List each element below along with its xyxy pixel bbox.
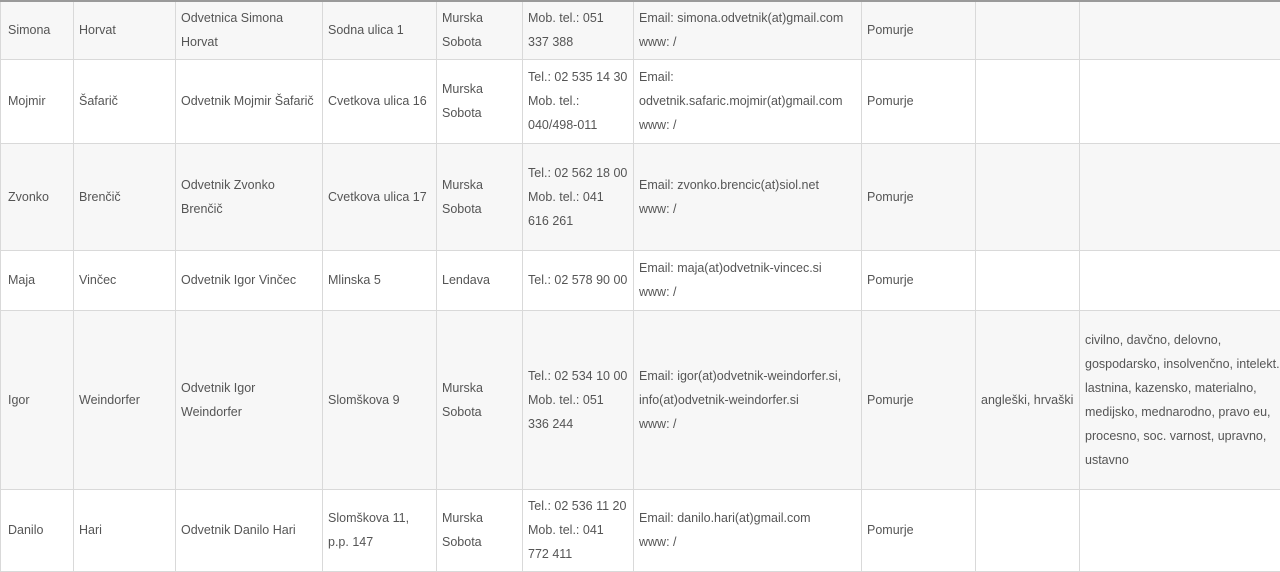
email-line: www: / (639, 35, 677, 50)
phone-line: Mob. tel.: 051 336 244 (528, 392, 604, 431)
table-row (1, 59, 1280, 143)
phone-cell (523, 59, 634, 143)
phone-line: Tel.: 02 578 90 00 (528, 273, 628, 287)
practice-areas-cell (1080, 143, 1280, 250)
email-line: Email: danilo.hari(at)gmail.com (639, 511, 811, 525)
region-cell: Pomurje (862, 250, 976, 310)
practice-areas-cell: civilno, davčno, delovno, gospodarsko, insolvenčno, intelekt. lastnina, kazensko, materialno, medijsko, mednarodno, pravo eu, procesno, soc. varnost, upravno, ustavno (1080, 310, 1280, 489)
city-cell: Lendava (437, 250, 523, 310)
region-cell: Pomurje (862, 1, 976, 59)
region-cell: Pomurje (862, 310, 976, 489)
last-name-cell: Šafarič (74, 59, 176, 143)
email-line: www: / (639, 285, 677, 299)
email-line: www: / (639, 416, 677, 431)
phone-line: Tel.: 02 535 14 30 (528, 70, 628, 84)
last-name-cell: Weindorfer (74, 310, 176, 489)
languages-cell (976, 59, 1080, 143)
city-cell: Murska Sobota (437, 143, 523, 250)
table-body (1, 1, 1280, 571)
email-line: www: / (639, 118, 677, 132)
office-cell: Odvetnik Igor Weindorfer (176, 310, 323, 489)
last-name-cell: Horvat (74, 1, 176, 59)
email-cell (634, 310, 862, 489)
first-name-cell: Maja (1, 250, 74, 310)
region-cell: Pomurje (862, 489, 976, 571)
phone-line: Mob. tel.: 051 337 388 (528, 11, 604, 50)
phone-line: Tel.: 02 534 10 00 (528, 368, 628, 383)
email-cell (634, 59, 862, 143)
languages-cell (976, 489, 1080, 571)
table-row (1, 250, 1280, 310)
last-name-cell: Brenčič (74, 143, 176, 250)
email-cell (634, 1, 862, 59)
phone-line: Mob. tel.: 040/498-011 (528, 94, 598, 132)
street-cell: Sodna ulica 1 (323, 1, 437, 59)
street-cell: Mlinska 5 (323, 250, 437, 310)
email-line: info(at)odvetnik-weindorfer.si (639, 392, 799, 407)
languages-cell (976, 1, 1080, 59)
email-line: Email: (639, 70, 674, 84)
practice-areas-cell (1080, 59, 1280, 143)
office-cell: Odvetnica Simona Horvat (176, 1, 323, 59)
table-row (1, 143, 1280, 250)
practice-areas-cell (1080, 489, 1280, 571)
email-cell (634, 143, 862, 250)
office-cell: Odvetnik Igor Vinčec (176, 250, 323, 310)
city-cell: Murska Sobota (437, 489, 523, 571)
office-cell: Odvetnik Zvonko Brenčič (176, 143, 323, 250)
phone-line: Tel.: 02 536 11 20 (528, 499, 627, 513)
email-cell (634, 250, 862, 310)
table-row (1, 489, 1280, 571)
phone-line: Mob. tel.: 041 772 411 (528, 523, 604, 561)
first-name-cell: Danilo (1, 489, 74, 571)
first-name-cell: Mojmir (1, 59, 74, 143)
practice-areas-cell (1080, 1, 1280, 59)
last-name-cell: Hari (74, 489, 176, 571)
street-cell: Slomškova 11, p.p. 147 (323, 489, 437, 571)
first-name-cell: Zvonko (1, 143, 74, 250)
phone-cell (523, 1, 634, 59)
languages-cell (976, 250, 1080, 310)
phone-line: Mob. tel.: 041 616 261 (528, 189, 604, 228)
phone-cell (523, 143, 634, 250)
phone-cell (523, 310, 634, 489)
first-name-cell: Simona (1, 1, 74, 59)
region-cell: Pomurje (862, 59, 976, 143)
languages-cell: angleški, hrvaški (976, 310, 1080, 489)
phone-line: Tel.: 02 562 18 00 (528, 165, 628, 180)
email-cell (634, 489, 862, 571)
email-line: odvetnik.safaric.mojmir(at)gmail.com (639, 94, 843, 108)
email-line: www: / (639, 201, 677, 216)
phone-cell (523, 489, 634, 571)
email-line: Email: maja(at)odvetnik-vincec.si (639, 261, 822, 275)
email-line: www: / (639, 535, 677, 549)
city-cell: Murska Sobota (437, 310, 523, 489)
table-row (1, 1, 1280, 59)
street-cell: Cvetkova ulica 16 (323, 59, 437, 143)
email-line: Email: simona.odvetnik(at)gmail.com (639, 11, 844, 26)
street-cell: Cvetkova ulica 17 (323, 143, 437, 250)
office-cell: Odvetnik Danilo Hari (176, 489, 323, 571)
table-row (1, 310, 1280, 489)
languages-cell (976, 143, 1080, 250)
region-cell: Pomurje (862, 143, 976, 250)
city-cell: Murska Sobota (437, 59, 523, 143)
email-line: Email: igor(at)odvetnik-weindorfer.si, (639, 368, 842, 383)
street-cell: Slomškova 9 (323, 310, 437, 489)
office-cell: Odvetnik Mojmir Šafarič (176, 59, 323, 143)
last-name-cell: Vinčec (74, 250, 176, 310)
city-cell: Murska Sobota (437, 1, 523, 59)
email-line: Email: zvonko.brencic(at)siol.net (639, 177, 819, 192)
practice-areas-cell (1080, 250, 1280, 310)
phone-cell (523, 250, 634, 310)
first-name-cell: Igor (1, 310, 74, 489)
